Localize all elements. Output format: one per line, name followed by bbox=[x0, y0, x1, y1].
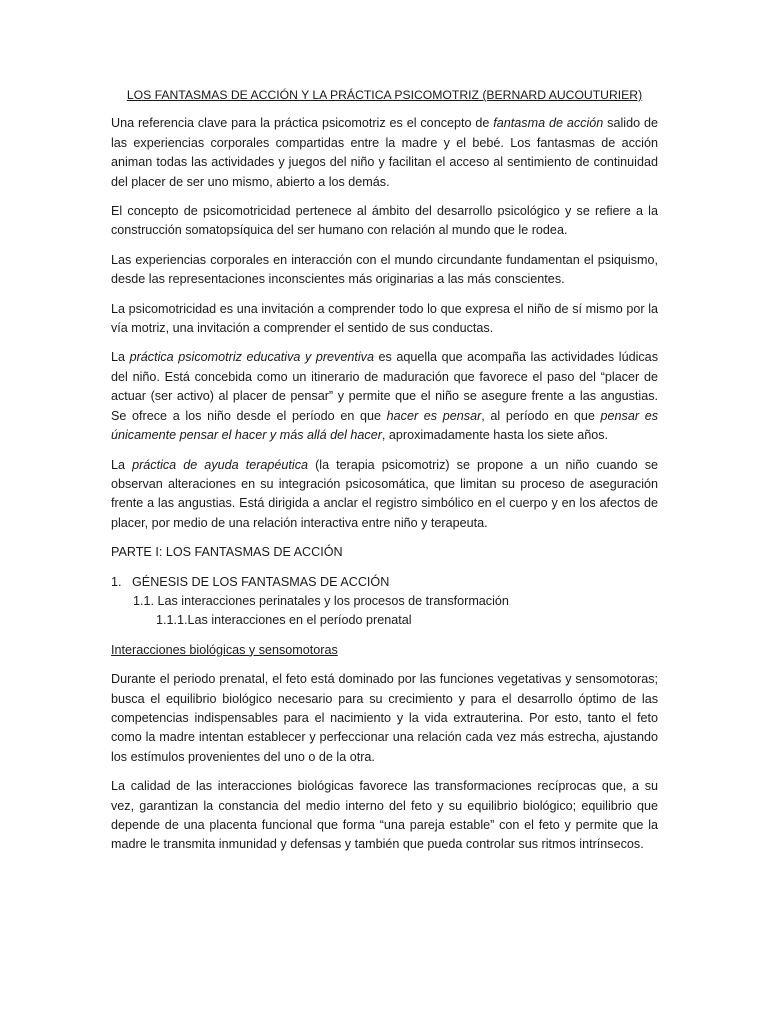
section-outline bbox=[111, 573, 658, 631]
text-run: Una referencia clave para la práctica psicomotriz es el concepto de bbox=[111, 116, 494, 131]
text-run: , aproximadamente hasta los siete años. bbox=[381, 428, 609, 443]
outline-level-3: 1.1.1.Las interacciones en el período prenatal bbox=[156, 613, 412, 628]
paragraph-practica-educativa bbox=[111, 348, 658, 445]
emphasis-fantasma-de-accion: fantasma de acción bbox=[493, 116, 604, 131]
text-run: es aquella que acompaña las actividades lúdicas del niño. Está concebida como un itinerario de maduración que favorece el paso del “placer de actuar (ser activo) al placer de pensar” y permite que el niño se asegure frente a las angustias. Se ofrece a los niño desde el período en que bbox=[111, 350, 658, 423]
paragraph-intro bbox=[111, 114, 658, 192]
document-title: LOS FANTASMAS DE ACCIÓN Y LA PRÁCTICA PSICOMOTRIZ (BERNARD AUCOUTURIER) bbox=[126, 88, 643, 102]
emphasis-pensar-el-hacer: pensar es únicamente pensar el hacer y más allá del hacer bbox=[111, 408, 659, 443]
paragraph-experiencias-corporales: Las experiencias corporales en interacción con el mundo circundante fundamentan el psiquismo, desde las representaciones inconscientes más originarias a las más conscientes. bbox=[111, 252, 658, 287]
emphasis-practica-educativa: práctica psicomotriz educativa y preventiva bbox=[129, 350, 374, 365]
text-run: La bbox=[111, 350, 130, 365]
text-run: (la terapia psicomotriz) se propone a un niño cuando se observan alteraciones en su integración psicosomática, que limitan su proceso de aseguración frente a las angustias. Está dirigida a anclar el registro simbólico en el cuerpo y en los afectos de placer, por medio de una relación interactiva entre niño y terapeuta. bbox=[111, 457, 659, 530]
outline-level-2: 1.1. Las interacciones perinatales y los procesos de transformación bbox=[133, 593, 509, 608]
subheading-interacciones: Interacciones biológicas y sensomotoras bbox=[111, 642, 338, 657]
outline-level-1 bbox=[111, 573, 658, 592]
emphasis-ayuda-terapeutica: práctica de ayuda terapéutica bbox=[132, 457, 309, 472]
text-run: La bbox=[111, 457, 133, 472]
outline-number: 1. bbox=[111, 574, 122, 589]
paragraph-invitacion: La psicomotricidad es una invitación a comprender todo lo que expresa el niño de sí mismo por la vía motriz, una invitación a comprender el sentido de sus conductas. bbox=[111, 301, 658, 336]
outline-text: GÉNESIS DE LOS FANTASMAS DE ACCIÓN bbox=[132, 574, 390, 589]
document-page bbox=[111, 86, 658, 865]
text-run: , al período en que bbox=[481, 408, 601, 423]
text-run: salido de las experiencias corporales compartidas entre la madre y el bebé. Los fantasmas de acción animan todas las actividades y juegos del niño y facilitan el acceso al sentimiento de continuidad del placer de ser uno mismo, abierto a los demás. bbox=[111, 116, 658, 189]
paragraph-psicomotricidad-concepto: El concepto de psicomotricidad pertenece al ámbito del desarrollo psicológico y se refiere a la construcción somatopsíquica del ser humano con relación al mundo que le rodea. bbox=[111, 204, 658, 238]
paragraph-ayuda-terapeutica bbox=[111, 456, 658, 534]
emphasis-hacer-es-pensar: hacer es pensar bbox=[386, 408, 482, 423]
paragraph-calidad-interacciones: La calidad de las interacciones biológicas favorece las transformaciones recíprocas que, a su vez, garantizan la constancia del medio interno del feto y su equilibrio biológico; equilibrio que depende de una placenta funcional que forma “una pareja estable” con el feto y permite que la madre le transmita inmunidad y defensas y también que pueda controlar sus ritmos intrínsecos. bbox=[111, 779, 658, 852]
paragraph-periodo-prenatal: Durante el periodo prenatal, el feto está dominado por las funciones vegetativas y sensomotoras; busca el equilibrio biológico necesario para su crecimiento y para el desarrollo óptimo de las competencias indispensables para el nacimiento y la vida extrauterina. Por esto, tanto el feto como la madre intentan establecer y perfeccionar una relación cada vez más estrecha, ajustando los estímulos provenientes del uno o de la otra. bbox=[111, 672, 658, 764]
part-heading: PARTE I: LOS FANTASMAS DE ACCIÓN bbox=[111, 545, 343, 560]
